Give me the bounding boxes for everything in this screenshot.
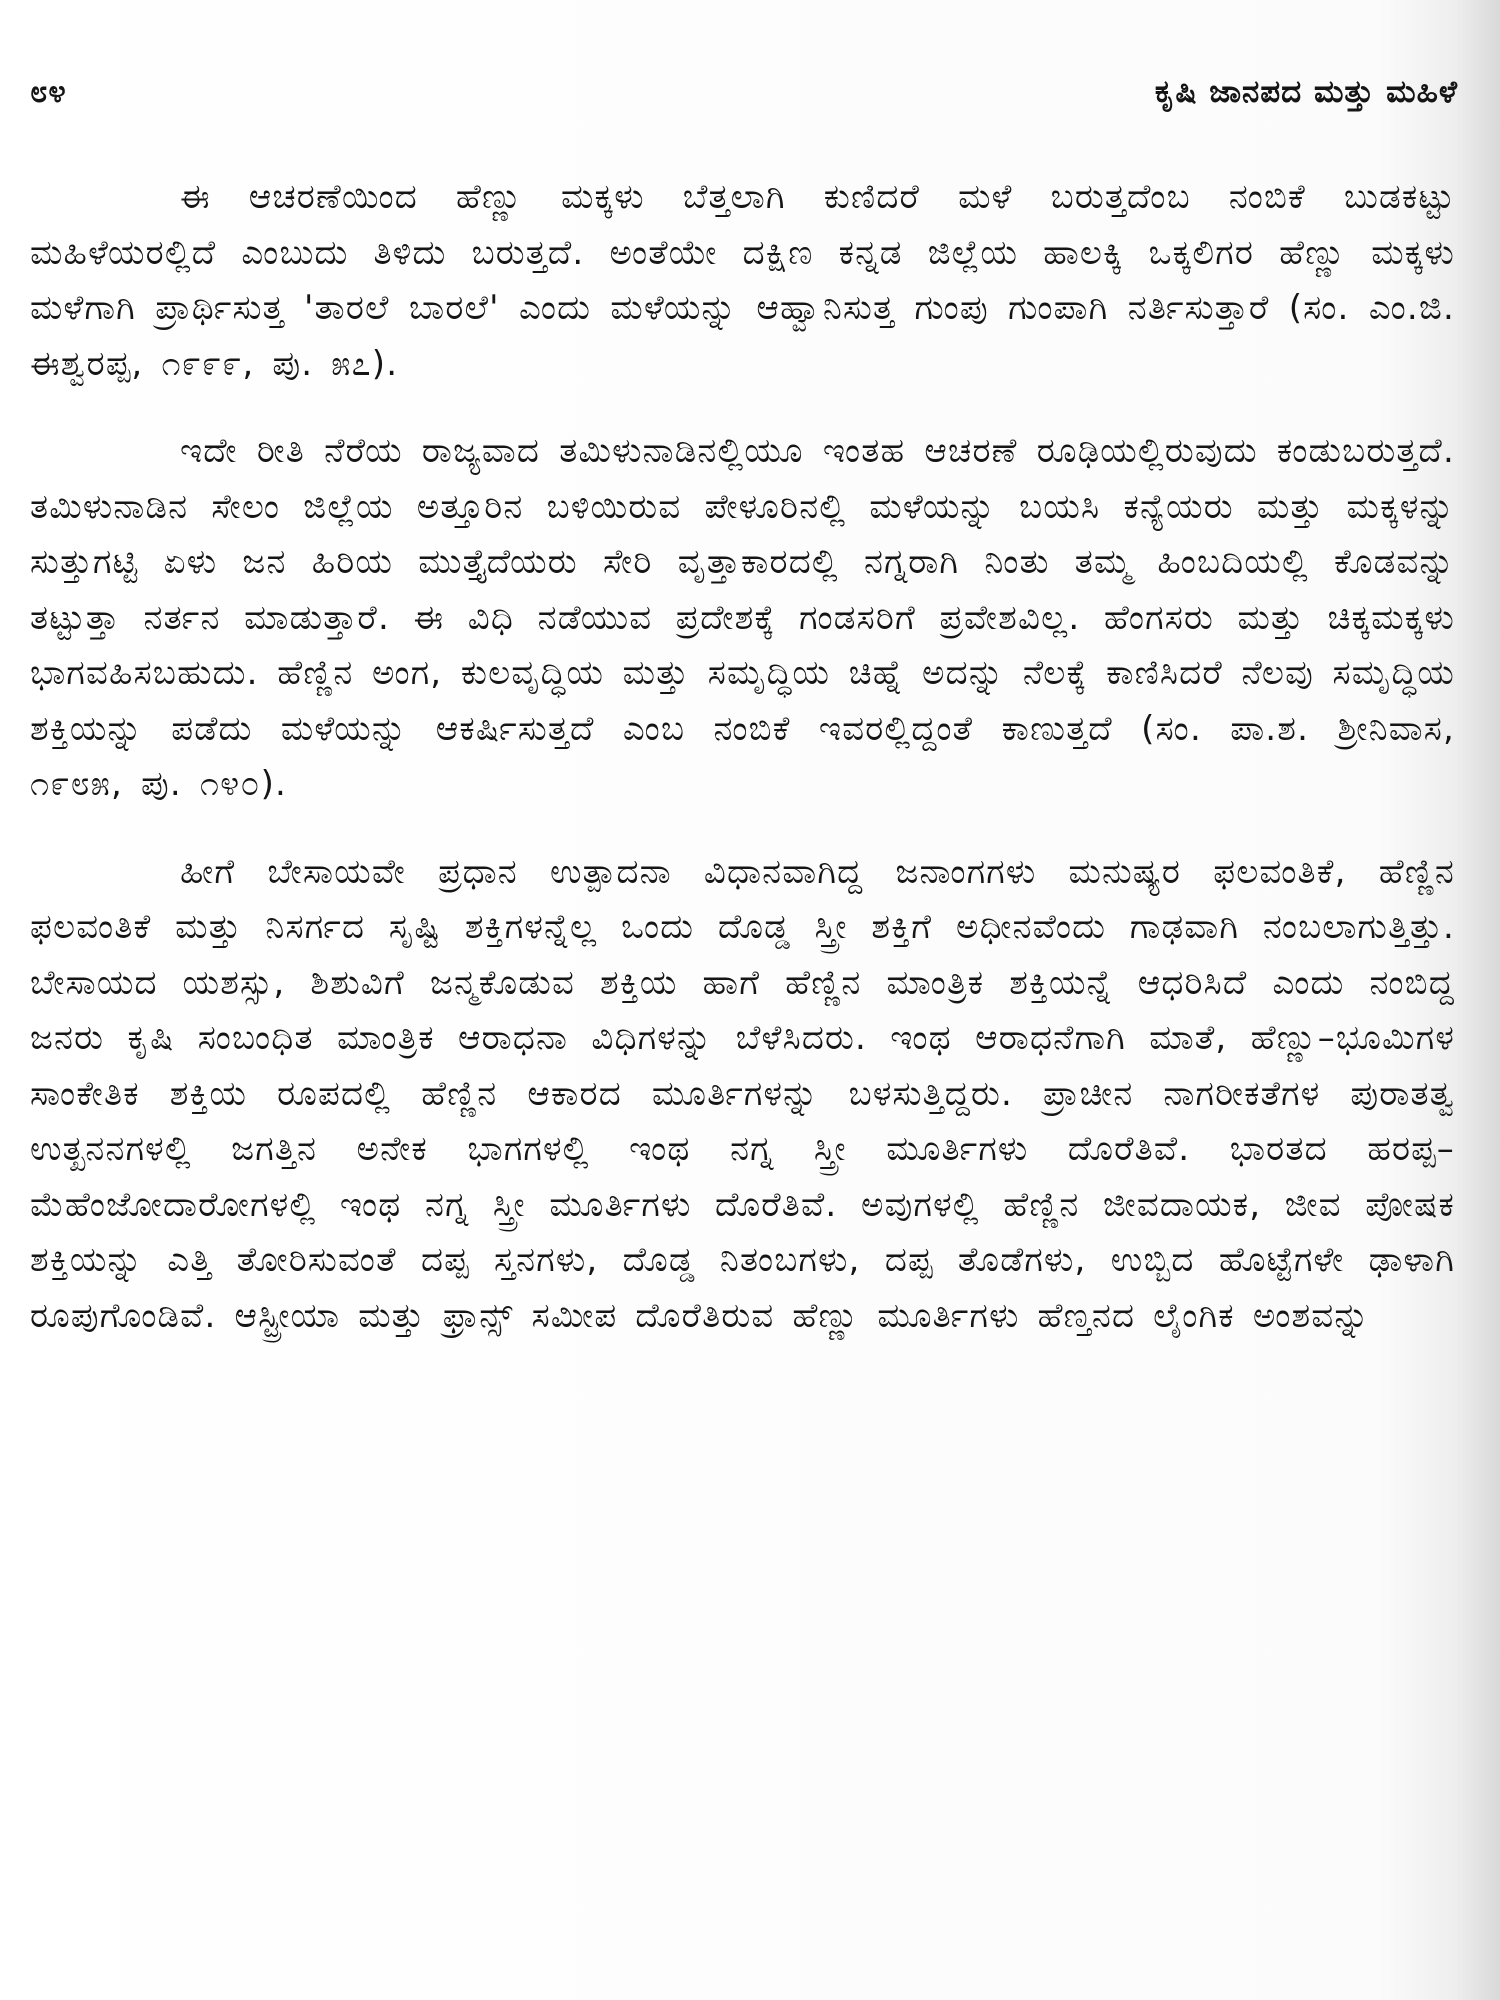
paragraph-3: ಹೀಗೆ ಬೇಸಾಯವೇ ಪ್ರಧಾನ ಉತ್ಪಾದನಾ ವಿಧಾನವಾಗಿದ್ದ ಜನಾಂಗಗಳು ಮನುಷ್ಯರ ಫಲವಂತಿಕೆ, ಹೆಣ್ಣಿನ ಫಲವಂತಿಕೆ ಮತ್ತು ನಿಸರ್ಗದ ಸೃಷ್ಟಿ ಶಕ್ತಿಗಳನ್ನೆಲ್ಲ ಒಂದು ದೊಡ್ಡ ಸ್ತ್ರೀ ಶಕ್ತಿಗೆ ಅಧೀನವೆಂದು ಗಾಢವಾಗಿ ನಂಬಲಾಗುತ್ತಿತ್ತು. ಬೇಸಾಯದ ಯಶಸ್ಸು, ಶಿಶುವಿಗೆ ಜನ್ಮಕೊಡುವ ಶಕ್ತಿಯ ಹಾಗೆ ಹೆಣ್ಣಿನ ಮಾಂತ್ರಿಕ ಶಕ್ತಿಯನ್ನೆ ಆಧರಿಸಿದೆ ಎಂದು ನಂಬಿದ್ದ ಜನರು ಕೃಷಿ ಸಂಬಂಧಿತ ಮಾಂತ್ರಿಕ ಆರಾಧನಾ ವಿಧಿಗಳನ್ನು ಬೆಳೆಸಿದರು. ಇಂಥ ಆರಾಧನೆಗಾಗಿ ಮಾತೆ, ಹೆಣ್ಣು–ಭೂಮಿಗಳ ಸಾಂಕೇತಿಕ ಶಕ್ತಿಯ ರೂಪದಲ್ಲಿ ಹೆಣ್ಣಿನ ಆಕಾರದ ಮೂರ್ತಿಗಳನ್ನು ಬಳಸುತ್ತಿದ್ದರು. ಪ್ರಾಚೀನ ನಾಗರೀಕತೆಗಳ ಪುರಾತತ್ವ ಉತ್ಖನನಗಳಲ್ಲಿ ಜಗತ್ತಿನ ಅನೇಕ ಭಾಗಗಳಲ್ಲಿ ಇಂಥ ನಗ್ನ ಸ್ತ್ರೀ ಮೂರ್ತಿಗಳು ದೊರೆತಿವೆ. ಭಾರತದ ಹರಪ್ಪ–ಮೆಹೆಂಜೋದಾರೋಗಳಲ್ಲಿ ಇಂಥ ನಗ್ನ ಸ್ತ್ರೀ ಮೂರ್ತಿಗಳು ದೊರೆತಿವೆ. ಅವುಗಳಲ್ಲಿ ಹೆಣ್ಣಿನ ಜೀವದಾಯಕ, ಜೀವ ಪೋಷಕ ಶಕ್ತಿಯನ್ನು ಎತ್ತಿ ತೋರಿಸುವಂತೆ ದಪ್ಪ ಸ್ತನಗಳು, ದೊಡ್ಡ ನಿತಂಬಗಳು, ದಪ್ಪ ತೊಡೆಗಳು, ಉಬ್ಬಿದ ಹೊಟ್ಟೆಗಳೇ ಢಾಳಾಗಿ ರೂಪುಗೊಂಡಿವೆ. ಆಸ್ಟ್ರೀಯಾ ಮತ್ತು ಫ್ರಾನ್ಸ್ ಸಮೀಪ ದೊರೆತಿರುವ ಹೆಣ್ಣು ಮೂರ್ತಿಗಳು ಹೆಣ್ತನದ ಲೈಂಗಿಕ ಅಂಶವನ್ನು (30, 851, 1455, 1336)
paragraph-2: ಇದೇ ರೀತಿ ನೆರೆಯ ರಾಜ್ಯವಾದ ತಮಿಳುನಾಡಿನಲ್ಲಿಯೂ ಇಂತಹ ಆಚರಣೆ ರೂಢಿಯಲ್ಲಿರುವುದು ಕಂಡುಬರುತ್ತದೆ. ತಮಿಳುನಾಡಿನ ಸೇಲಂ ಜಿಲ್ಲೆಯ ಅತ್ತೂರಿನ ಬಳಿಯಿರುವ ಪೇಳೂರಿನಲ್ಲಿ ಮಳೆಯನ್ನು ಬಯಸಿ ಕನ್ಯೆಯರು ಮತ್ತು ಮಕ್ಕಳನ್ನು ಸುತ್ತುಗಟ್ಟಿ ಏಳು ಜನ ಹಿರಿಯ ಮುತ್ತೈದೆಯರು ಸೇರಿ ವೃತ್ತಾಕಾರದಲ್ಲಿ ನಗ್ನರಾಗಿ ನಿಂತು ತಮ್ಮ ಹಿಂಬದಿಯಲ್ಲಿ ಕೊಡವನ್ನು ತಟ್ಟುತ್ತಾ ನರ್ತನ ಮಾಡುತ್ತಾರೆ. ಈ ವಿಧಿ ನಡೆಯುವ ಪ್ರದೇಶಕ್ಕೆ ಗಂಡಸರಿಗೆ ಪ್ರವೇಶವಿಲ್ಲ. ಹೆಂಗಸರು ಮತ್ತು ಚಿಕ್ಕಮಕ್ಕಳು ಭಾಗವಹಿಸಬಹುದು. ಹೆಣ್ಣಿನ ಅಂಗ, ಕುಲವೃದ್ಧಿಯ ಮತ್ತು ಸಮೃದ್ಧಿಯ ಚಿಹ್ನೆ ಅದನ್ನು ನೆಲಕ್ಕೆ ಕಾಣಿಸಿದರೆ ನೆಲವು ಸಮೃದ್ಧಿಯ ಶಕ್ತಿಯನ್ನು ಪಡೆದು ಮಳೆಯನ್ನು ಆಕರ್ಷಿಸುತ್ತದೆ ಎಂಬ ನಂಬಿಕೆ ಇವರಲ್ಲಿದ್ದಂತೆ ಕಾಣುತ್ತದೆ (ಸಂ. ಪಾ.ಶ. ಶ್ರೀನಿವಾಸ, ೧೯೮೫, ಪು. ೧೪೦). (30, 431, 1455, 804)
running-title: ಕೃಷಿ ಜಾನಪದ ಮತ್ತು ಮಹಿಳೆ (1154, 73, 1458, 110)
paragraph-1: ಈ ಆಚರಣೆಯಿಂದ ಹೆಣ್ಣು ಮಕ್ಕಳು ಬೆತ್ತಲಾಗಿ ಕುಣಿದರೆ ಮಳೆ ಬರುತ್ತದೆಂಬ ನಂಬಿಕೆ ಬುಡಕಟ್ಟು ಮಹಿಳೆಯರಲ್ಲಿದೆ ಎಂಬುದು ತಿಳಿದು ಬರುತ್ತದೆ. ಅಂತೆಯೇ ದಕ್ಷಿಣ ಕನ್ನಡ ಜಿಲ್ಲೆಯ ಹಾಲಕ್ಕಿ ಒಕ್ಕಲಿಗರ ಹೆಣ್ಣು ಮಕ್ಕಳು ಮಳೆಗಾಗಿ ಪ್ರಾರ್ಥಿಸುತ್ತ 'ತಾರಲೆ ಬಾರಲೆ' ಎಂದು ಮಳೆಯನ್ನು ಆಹ್ವಾನಿಸುತ್ತ ಗುಂಪು ಗುಂಪಾಗಿ ನರ್ತಿಸುತ್ತಾರೆ (ಸಂ. ಎಂ.ಜಿ. ಈಶ್ವರಪ್ಪ, ೧೯೯೯, ಪು. ೫೭). (30, 177, 1455, 384)
page-header (30, 64, 1458, 120)
page-number: ೮೪ (30, 73, 67, 110)
body-text (30, 170, 1455, 1344)
